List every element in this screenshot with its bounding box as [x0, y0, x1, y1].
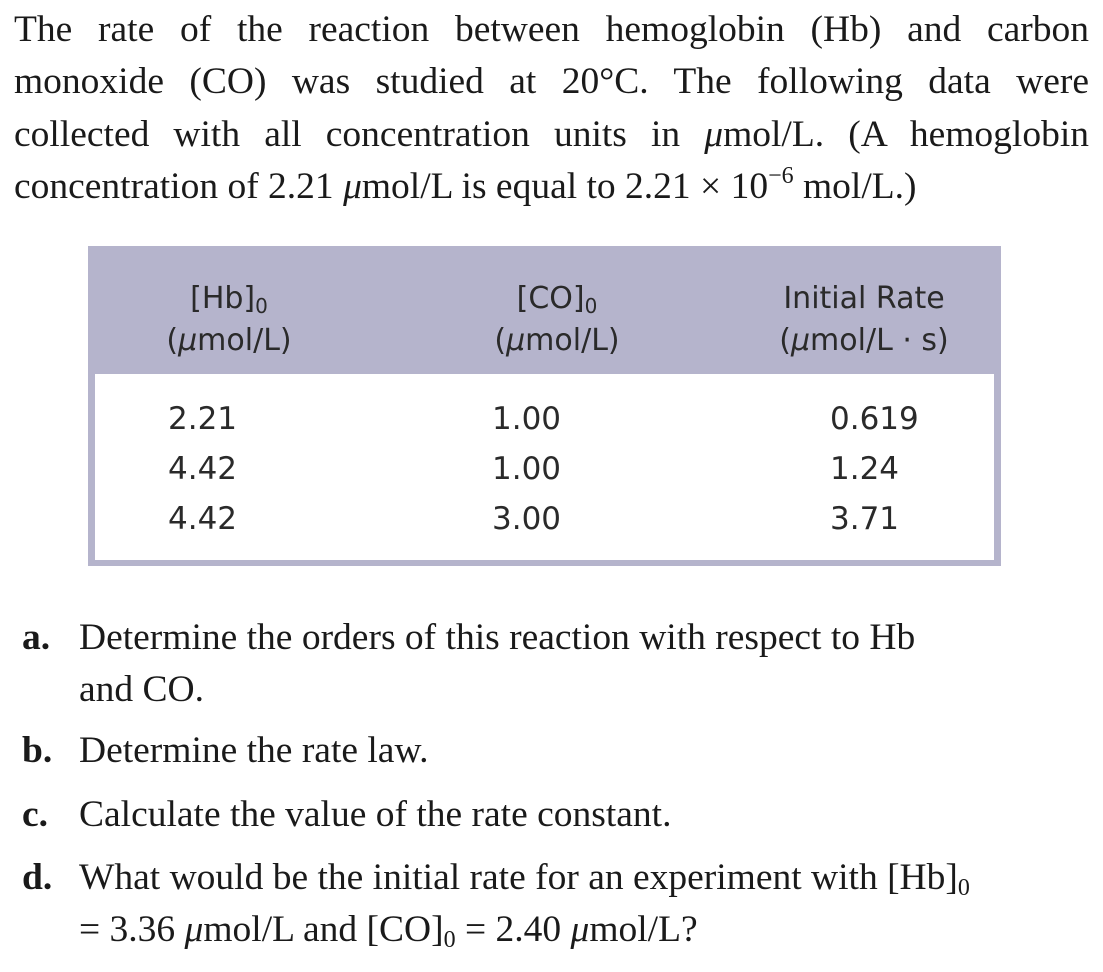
mu-symbol: μ: [178, 323, 198, 358]
table-cell: 1.00: [492, 401, 562, 437]
table-cell: 4.42: [168, 451, 238, 487]
question-line-text: mol/L and [CO]: [203, 909, 444, 950]
question-line-text: What would be the initial rate for an experiment with [Hb]: [79, 857, 958, 898]
intro-text-2: mol/L. (A hemoglobin concentration of 2.21: [14, 113, 1089, 207]
mu-symbol: μ: [506, 323, 526, 358]
question-line: Determine the orders of this reaction with respect to Hb: [79, 617, 916, 658]
mu-symbol: μ: [343, 165, 362, 207]
paren-open: (: [779, 323, 791, 358]
column-hb: [168, 394, 237, 544]
column-initial-rate: [830, 394, 919, 544]
header-unit: mol/L: [525, 323, 608, 358]
question-line: and CO.: [79, 669, 204, 710]
header-initial-rate: [744, 278, 984, 362]
intro-text-1: The rate of the reaction between hemoglobin (Hb) and carbon monoxide (CO) was studied at 20°C. The following data were collected with all concentration units in: [14, 9, 1089, 155]
header-hb: [102, 278, 356, 362]
question-line-text: = 3.36: [79, 909, 185, 950]
paren-close: ): [279, 323, 292, 358]
mu-symbol: μ: [704, 113, 724, 155]
table-cell: 3.00: [492, 501, 562, 537]
intro-text-3: mol/L is equal to 2.21 × 10: [361, 165, 769, 207]
paren-open: (: [494, 323, 507, 358]
question-letter: c.: [22, 794, 49, 835]
mu-symbol: μ: [790, 323, 811, 358]
table-cell: 3.71: [830, 501, 900, 537]
table-cell: 1.00: [492, 451, 562, 487]
table-body: [95, 374, 994, 560]
question-text: Determine the rate law.: [79, 730, 429, 771]
paren-close: ): [607, 323, 620, 358]
subscript: 0: [957, 875, 970, 901]
table-cell: 0.619: [830, 401, 919, 437]
mu-symbol: μ: [184, 909, 204, 950]
question-line-text: mol/L?: [589, 909, 698, 950]
header-label: [CO]: [516, 281, 585, 316]
question-letter: d.: [22, 857, 53, 898]
table-cell: 4.42: [168, 501, 238, 537]
table-cell: 1.24: [830, 451, 900, 487]
exponent: −6: [768, 163, 794, 190]
header-label: Initial Rate: [783, 281, 945, 316]
mu-symbol: μ: [570, 909, 590, 950]
question-text: [79, 612, 1082, 716]
table-header: [88, 246, 1001, 374]
question-letter: a.: [22, 617, 51, 658]
intro-text-4: mol/L.): [793, 165, 917, 207]
question-text: [79, 852, 1082, 956]
header-unit: mol/L · s: [810, 323, 938, 358]
question-line-text: = 2.40: [455, 909, 571, 950]
question-line: [79, 852, 1082, 904]
header-label: [Hb]: [190, 281, 256, 316]
problem-intro: [14, 4, 1089, 213]
column-co: [492, 394, 561, 544]
header-co: [420, 278, 694, 362]
header-subscript: 0: [584, 294, 598, 318]
subscript: 0: [443, 927, 456, 953]
question-text: Calculate the value of the rate constant.: [79, 794, 672, 835]
header-unit: mol/L: [197, 323, 280, 358]
data-table: [88, 246, 1001, 566]
question-letter: b.: [22, 730, 53, 771]
paren-close: ): [937, 323, 949, 358]
table-cell: 2.21: [168, 401, 238, 437]
paren-open: (: [166, 323, 179, 358]
question-line: [79, 904, 1082, 956]
header-subscript: 0: [255, 294, 268, 318]
